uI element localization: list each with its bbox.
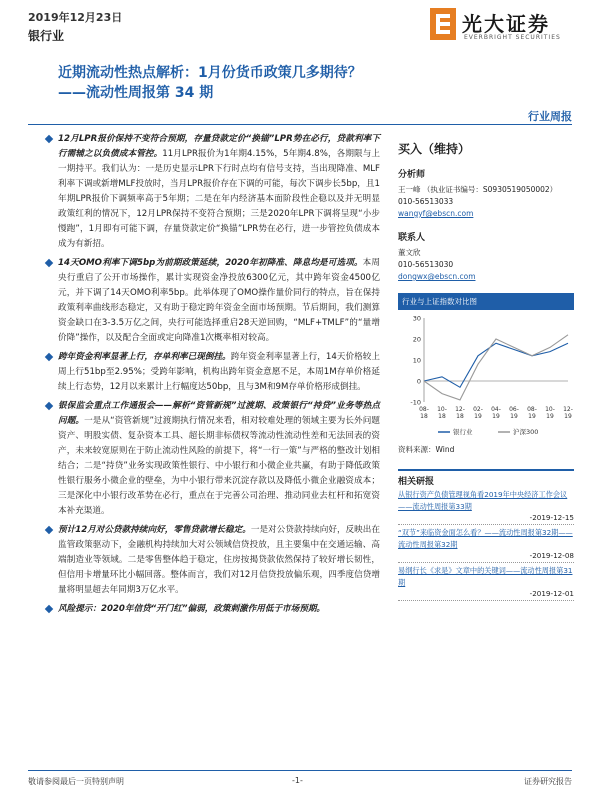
analyst-cert: （执业证书编号：S0930519050002） (422, 185, 558, 194)
contact-name: 董文欣 (398, 248, 421, 257)
x-tick-label: 18 (438, 413, 446, 420)
sidebar (398, 132, 574, 601)
related-report-link[interactable]: 易纲行长《求是》文章中的关键词——流动性周报第31期 (398, 566, 573, 587)
related-date: -2019-12-08 (398, 551, 574, 563)
chart-source: 资料来源：Wind (398, 445, 455, 454)
y-tick-label: -10 (410, 398, 421, 407)
x-tick-label: 06- (509, 406, 519, 413)
y-tick-label: 10 (412, 356, 421, 365)
divider (28, 124, 572, 125)
chart-title: 行业与上证指数对比图 (398, 293, 574, 310)
report-subtitle: ——流动性周报第 34 期 (58, 85, 214, 101)
paragraph (58, 523, 380, 598)
analyst-name: 王一峰 (398, 185, 421, 194)
risk-warning: 风险提示：2020年信贷“开门红”偏弱，政策刺激作用低于市场预期。 (58, 604, 326, 614)
analyst-info (398, 184, 574, 196)
footer-disclaimer: 敬请参阅最后一页特别声明 (28, 777, 124, 786)
report-title: 近期流动性热点解析：1月份货币政策几多期待？ (58, 65, 362, 81)
legend-label: 银行业 (453, 428, 473, 436)
report-date: 2019年12月23日 (28, 11, 123, 24)
report-type: 行业周报 (528, 110, 572, 123)
x-tick-label: 12- (455, 406, 465, 413)
logo-mark-icon (428, 6, 458, 42)
chart-svg (398, 310, 574, 440)
analyst-heading: 分析师 (398, 170, 426, 180)
paragraph-body: 跨年资金利率显著上行，14天价格较上周上行51bp至2.95%；受跨年影响，机构出跨年资金意愿不足，本周1M存单价格延续上行态势，12月以来累计上行幅度达50bp，且与3M和9M存单价格形成倒挂。 (58, 352, 380, 392)
comparison-chart (398, 293, 574, 455)
page-number: -1- (292, 776, 303, 785)
x-tick-label: 08- (419, 406, 429, 413)
analyst-email-link[interactable]: wangyf@ebscn.com (398, 209, 474, 218)
x-tick-label: 04- (491, 406, 501, 413)
contact-heading: 联系人 (398, 233, 426, 243)
related-heading: 相关研报 (398, 469, 574, 487)
footer-divider (28, 770, 572, 771)
paragraph-body: 一是对公贷款持续向好，反映出在监管政策驱动下，金融机构持续加大对公领域信贷投放，且主要集中在交通运输、高端制造业等领域。二是零售整体趋于稳定，住房按揭贷款依然保持了较好增长韧性，但信用卡增量环比小幅回落。整体而言，我们对12月信贷投放偏乐观，四季度信贷增量将明显超去年同期3万亿水平。 (58, 525, 380, 595)
paragraph-body: 11月LPR报价为1年期4.15%，5年期4.8%，各期限与上一期持平。我们认为：一是历史显示LPR下行时点均有信号支持，当出现降准、MLF利率下调或新增MLF投放时，当月LPR报价存在下调的可能，每次下调步长5bp，且1年期LPR报价下调频率高于5年期；二是在年内经济基本面阶段性企稳以及并无明显政策红利的情况下，12月LPR保持不变符合预期；三是2020年LPR下调将呈现“小步慢跑”，1月即有可能下调，存量贷款定价“换锚”LPR势在必行，进一步管控负债成本成为有新招。 (58, 149, 380, 249)
diamond-bullet-icon (45, 259, 53, 267)
related-list (398, 489, 574, 601)
paragraph-body: 一是从“资管新规”过渡期执行情况来看，相对较难处理的领域主要为长外问题资产、明股实债、复杂资本工具、超长期非标债权等流动性流动性差和无法回表的资产，未来较宽原则在于防止流动性风险的前提下，将“一行一策”与严格的整改计划相结合；二是“持贷”业务实现政策性银行、中小银行和小微企业共赢，有助于降低政策性银行服务小微企业的壁垒，为中小银行带来沉淀存款以及降低小微企业融资成本；三是深化中小银行改革势在必行，重点在于完善公司治理、推动同业去杠杆和拓宽资本补充渠道。 (58, 416, 380, 516)
x-tick-label: 19 (528, 413, 536, 420)
paragraph-lead: 银保监会重点工作通报会——解析“资管新规”过渡期、政策银行“持贷”业务等热点问题。 (58, 401, 380, 426)
x-tick-label: 19 (474, 413, 482, 420)
x-tick-label: 19 (510, 413, 518, 420)
contact-email-link[interactable]: dongwx@ebscn.com (398, 272, 476, 281)
paragraph (58, 350, 380, 395)
paragraph-body: 本周央行重启了公开市场操作，累计实现资金净投放6300亿元，其中跨年资金4500亿元，并下调了14天OMO利率5bp。此举体现了OMO操作量价同行的特点，旨在保持政策利率曲线形态稳定，又有助于稳定跨年资金全面市场预期。节后期间，我们测算资金缺口在3-3.5万亿之间，央行可能选择重启28天逆回购，“MLF+TMLF”的“量增价降”操作，以及配合全面或定向降准1次概率相对较高。 (58, 258, 380, 343)
related-date: -2019-12-01 (398, 589, 574, 601)
analyst-phone: 010-56513033 (398, 197, 454, 206)
x-tick-label: 19 (546, 413, 554, 420)
diamond-bullet-icon (45, 605, 53, 613)
paragraph-lead: 12月LPR报价保持不变符合预期，存量贷款定价“换锚”LPR势在必行，贷款利率下行需辅之以负债成本管控。 (58, 134, 380, 159)
logo-text: 光大证券 (462, 12, 550, 36)
y-tick-label: 30 (412, 314, 421, 323)
logo-text-en: EVERBRIGHT SECURITIES (464, 34, 561, 41)
paragraph (58, 256, 380, 346)
diamond-bullet-icon (45, 402, 53, 410)
related-date: -2019-12-15 (398, 513, 574, 525)
diamond-bullet-icon (45, 135, 53, 143)
x-tick-label: 02- (473, 406, 483, 413)
legend-label: 沪深300 (513, 428, 539, 436)
paragraph-lead: 跨年资金利率显著上行，存单利率已现倒挂。 (58, 352, 231, 362)
footer-label: 证券研究报告 (524, 777, 572, 786)
paragraph (58, 602, 380, 617)
rating: 买入（维持） (398, 142, 471, 156)
paragraph (58, 399, 380, 519)
x-tick-label: 10- (437, 406, 447, 413)
series-line (424, 335, 568, 400)
paragraph-lead: 14天OMO利率下调5bp为前期政策延续，2020年初降准、降息均是可选项。 (58, 258, 363, 268)
x-tick-label: 19 (564, 413, 572, 420)
diamond-bullet-icon (45, 526, 53, 534)
industry-label: 银行业 (28, 29, 65, 43)
x-tick-label: 18 (456, 413, 464, 420)
series-line (424, 343, 568, 387)
paragraph-lead: 预计12月对公贷款持续向好，零售贷款增长稳定。 (58, 525, 251, 535)
main-text (58, 132, 380, 621)
brand-logo (428, 6, 578, 46)
paragraph (58, 132, 380, 252)
x-tick-label: 10- (545, 406, 555, 413)
x-tick-label: 12- (563, 406, 573, 413)
y-tick-label: 20 (412, 335, 421, 344)
contact-phone: 010-56513030 (398, 260, 454, 269)
x-tick-label: 19 (492, 413, 500, 420)
x-tick-label: 08- (527, 406, 537, 413)
related-report-link[interactable]: 从银行资产负债管理视角看2019年中央经济工作会议——流动性周报第33期 (398, 490, 568, 511)
diamond-bullet-icon (45, 353, 53, 361)
x-tick-label: 18 (420, 413, 428, 420)
y-tick-label: 0 (416, 377, 421, 386)
related-report-link[interactable]: “双节”来临资金面怎么看？——流动性周报第32期——流动性周报第32期 (398, 528, 573, 549)
